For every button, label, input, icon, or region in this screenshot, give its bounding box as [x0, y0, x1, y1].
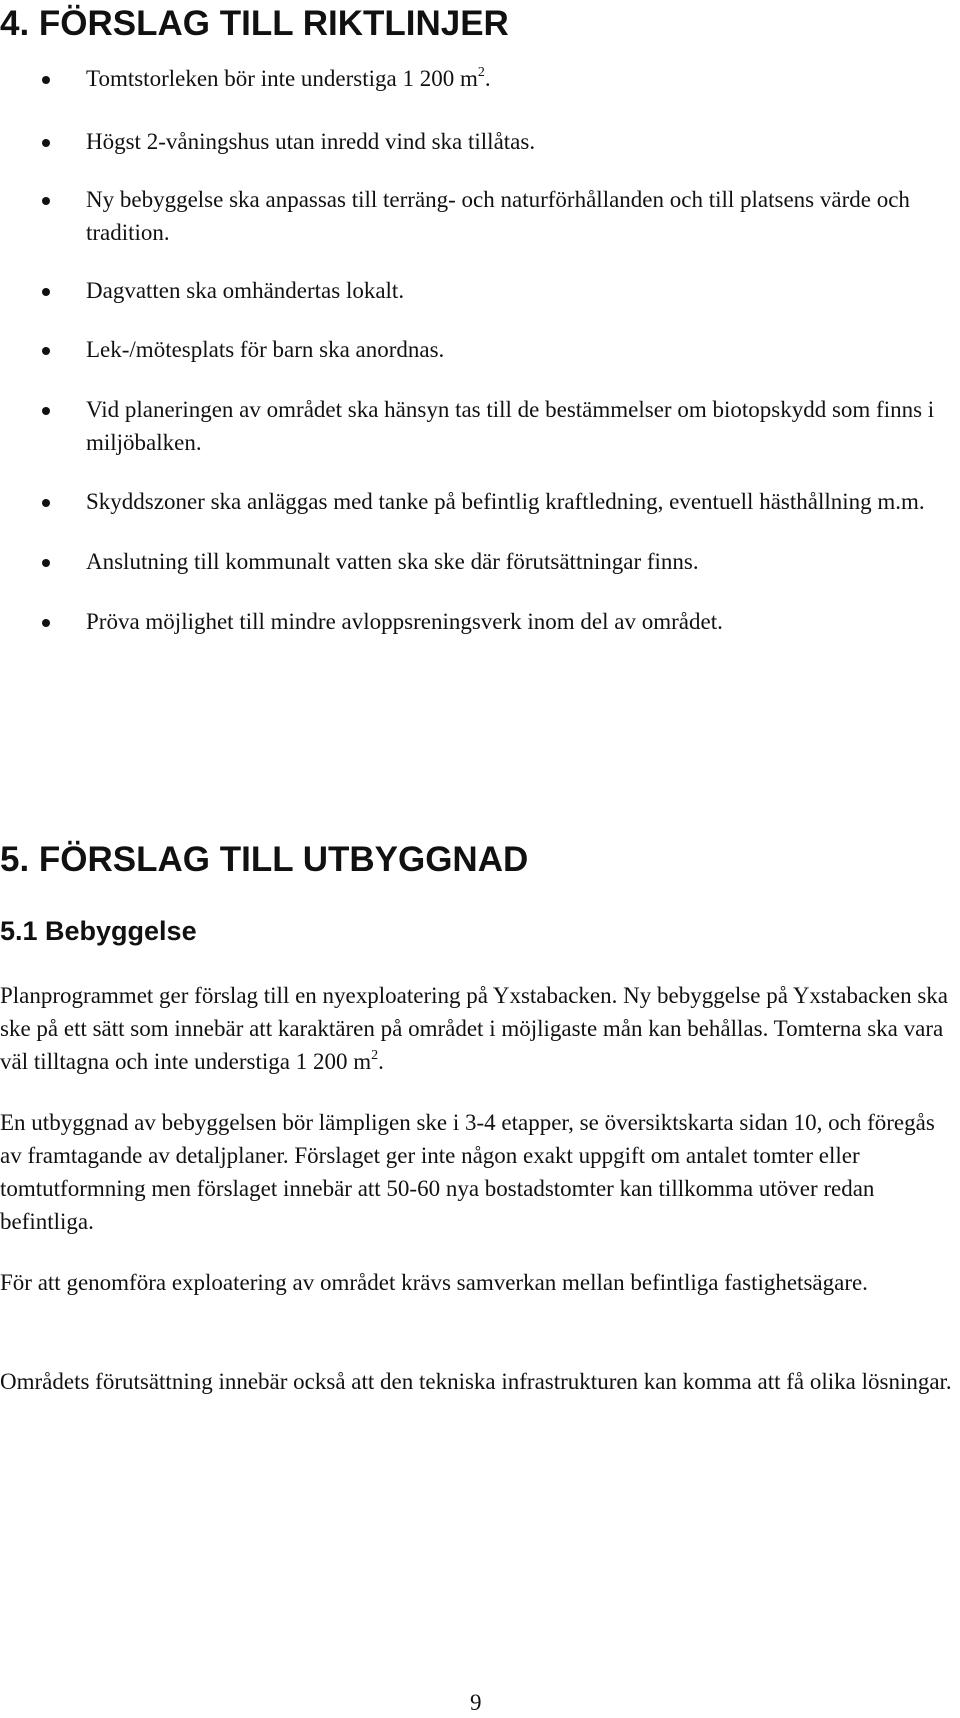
bullet-icon [42, 559, 50, 567]
paragraph: Områdets förutsättning innebär också att den tekniska infrastrukturen kan komma att få olika lösningar. [0, 1369, 952, 1394]
bullet-icon [42, 499, 50, 507]
list-item: Ny bebyggelse ska anpassas till terräng- och naturförhållanden och till platsens värde och tradition. [0, 183, 960, 249]
bullet-icon [42, 139, 50, 147]
list-item: Tomtstorleken bör inte understiga 1 200 $m^2$. [0, 62, 960, 95]
list-item: Vid planeringen av området ska hänsyn tas till de bestämmelser om biotopskydd som finns i miljöbalken. [0, 393, 960, 459]
list-item: Dagvatten ska omhändertas lokalt. [0, 274, 960, 307]
list-item: Skyddszoner ska anläggas med tanke på befintlig kraftledning, eventuell hästhållning m.m. [0, 485, 960, 518]
section-4-heading: 4. FÖRSLAG TILL RIKTLINJER [0, 4, 509, 43]
list-item: Lek-/mötesplats för barn ska anordnas. [0, 333, 960, 366]
section-5-heading: 5. FÖRSLAG TILL UTBYGGNAD [0, 840, 529, 879]
bullet-icon [42, 407, 50, 415]
subsection-5-1-heading: 5.1 Bebyggelse [0, 916, 197, 946]
bullet-icon [42, 619, 50, 627]
paragraph: En utbyggnad av bebyggelsen bör lämpligen ske i 3-4 etapper, se översiktskarta sidan 10, och föregås av framtagande av detaljplaner. Förslaget ger inte någon exakt uppgift om antalet tomter eller tomtutformning men förslaget innebär att 50-60 nya bostadstomter kan tillkomma utöver redan befintliga. [0, 1110, 935, 1234]
guidelines-list [0, 62, 960, 638]
paragraph: Planprogrammet ger förslag till en nyexploatering på Yxstabacken. Ny bebyggelse på Yxstabacken ska ske på ett sätt som innebär att karaktären på området i möjligaste mån kan behållas. Tomterna ska vara väl tilltagna och inte understiga 1 200 $m^2$. [0, 983, 949, 1074]
bullet-icon [42, 288, 50, 296]
bullet-icon [42, 197, 50, 205]
list-item: Pröva möjlighet till mindre avloppsreningsverk inom del av området. [0, 605, 960, 638]
paragraph: För att genomföra exploatering av området krävs samverkan mellan befintliga fastighetsägare. [0, 1270, 868, 1295]
bullet-icon [42, 347, 50, 355]
bullet-icon [42, 76, 50, 84]
list-item: Anslutning till kommunalt vatten ska ske där förutsättningar finns. [0, 545, 960, 578]
list-item: Högst 2-våningshus utan inredd vind ska tillåtas. [0, 125, 960, 158]
page-number: 9 [470, 1690, 482, 1715]
